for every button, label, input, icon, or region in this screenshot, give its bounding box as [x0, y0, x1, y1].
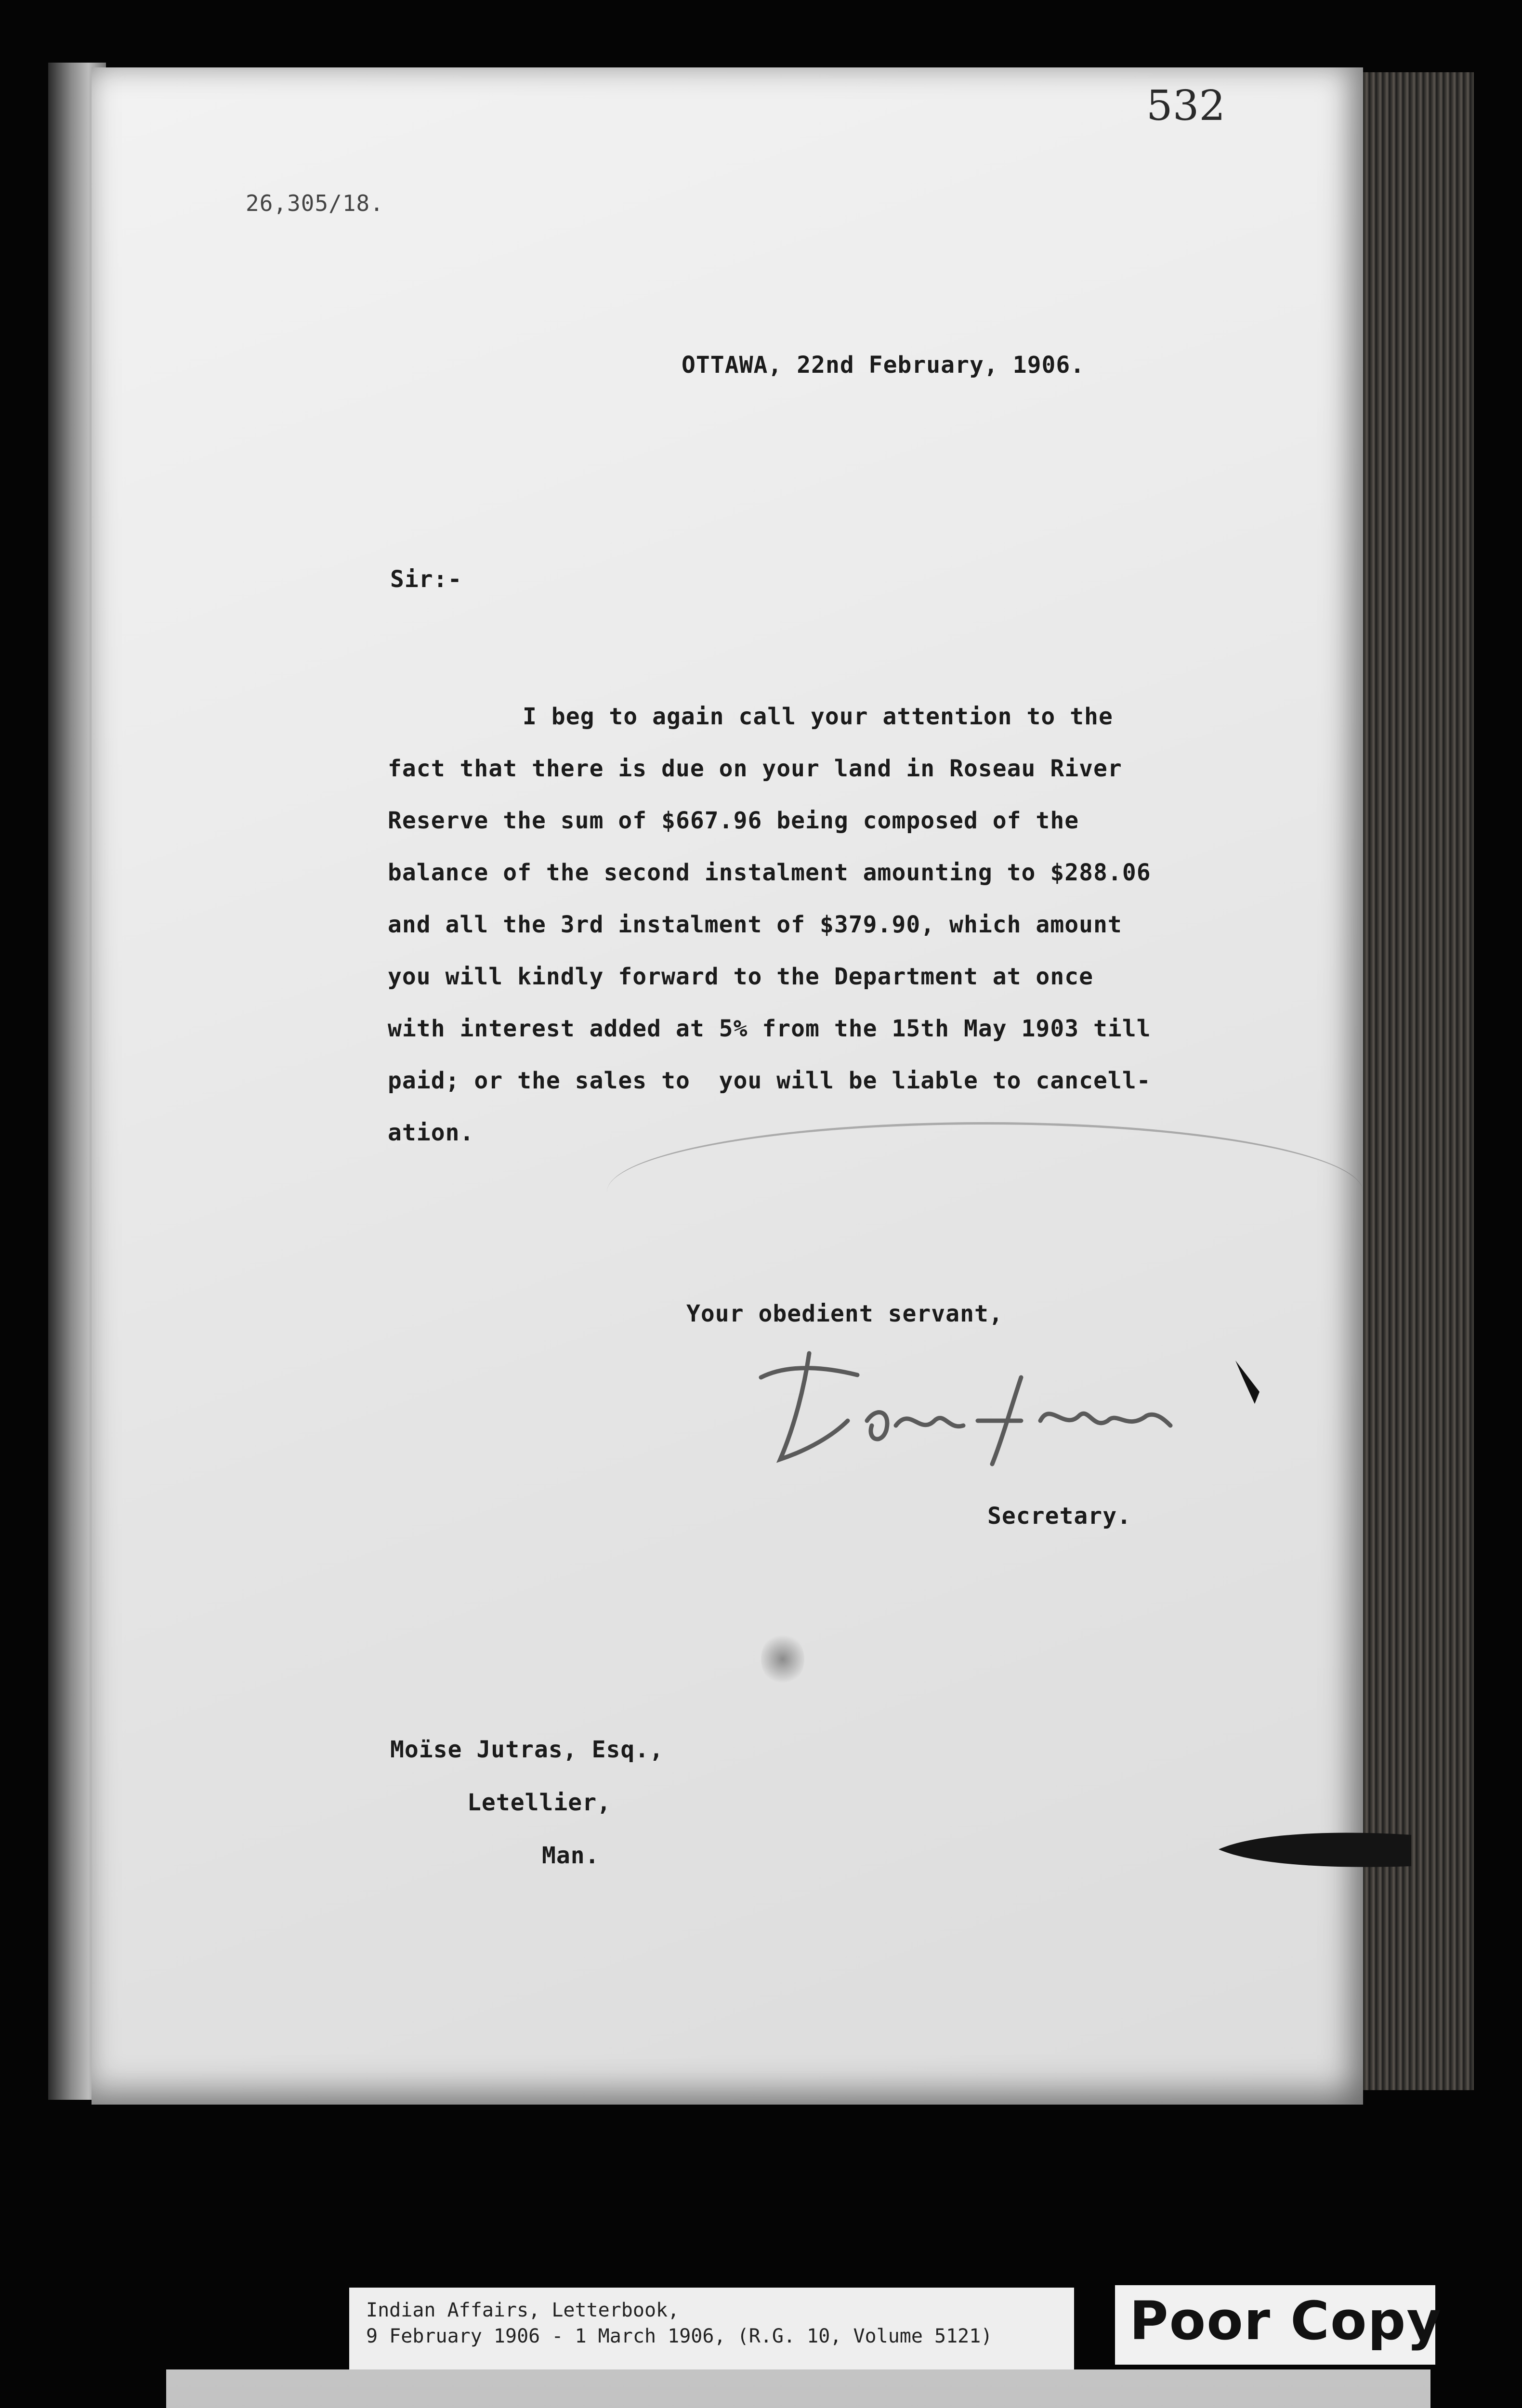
body-line: you will kindly forward to the Department at once	[388, 963, 1094, 990]
body-line: ation.	[388, 1119, 474, 1146]
closing: Your obedient servant,	[686, 1300, 1003, 1327]
body-line: and all the 3rd instalment of $379.90, which amount	[388, 911, 1122, 938]
body-line: I beg to again call your attention to the	[523, 703, 1113, 730]
archives-stamp	[166, 2369, 1430, 2408]
archive-label-line2: 9 February 1906 - 1 March 1906, (R.G. 10, Volume 5121)	[366, 2325, 993, 2347]
dateline: OTTAWA, 22nd February, 1906.	[682, 352, 1085, 379]
address-name: Moïse Jutras, Esq.,	[390, 1736, 664, 1763]
body-line: with interest added at 5% from the 15th May 1903 till	[388, 1015, 1151, 1042]
body-line: paid; or the sales to you will be liable to cancell-	[388, 1067, 1151, 1094]
signer-title: Secretary.	[987, 1503, 1131, 1530]
body-line: fact that there is due on your land in Roseau River	[388, 755, 1122, 782]
margin-mark	[1233, 1358, 1262, 1406]
page-number: 532	[1146, 82, 1226, 130]
ink-smudge	[761, 1633, 804, 1686]
address-province: Man.	[542, 1842, 600, 1869]
page-pointer	[1219, 1830, 1411, 1869]
salutation: Sir:-	[390, 566, 462, 593]
body-line: Reserve the sum of $667.96 being composed of the	[388, 807, 1079, 834]
archive-label-text	[366, 2297, 992, 2349]
quality-note: Poor Copy	[1129, 2290, 1443, 2352]
file-number: 26,305/18.	[246, 190, 384, 216]
signature	[751, 1348, 1175, 1483]
book-page-edges	[1349, 72, 1474, 2090]
address-town: Letellier,	[467, 1789, 611, 1816]
body-line: balance of the second instalment amounting to $288.06	[388, 859, 1151, 886]
archive-label-line1: Indian Affairs, Letterbook,	[366, 2299, 680, 2321]
